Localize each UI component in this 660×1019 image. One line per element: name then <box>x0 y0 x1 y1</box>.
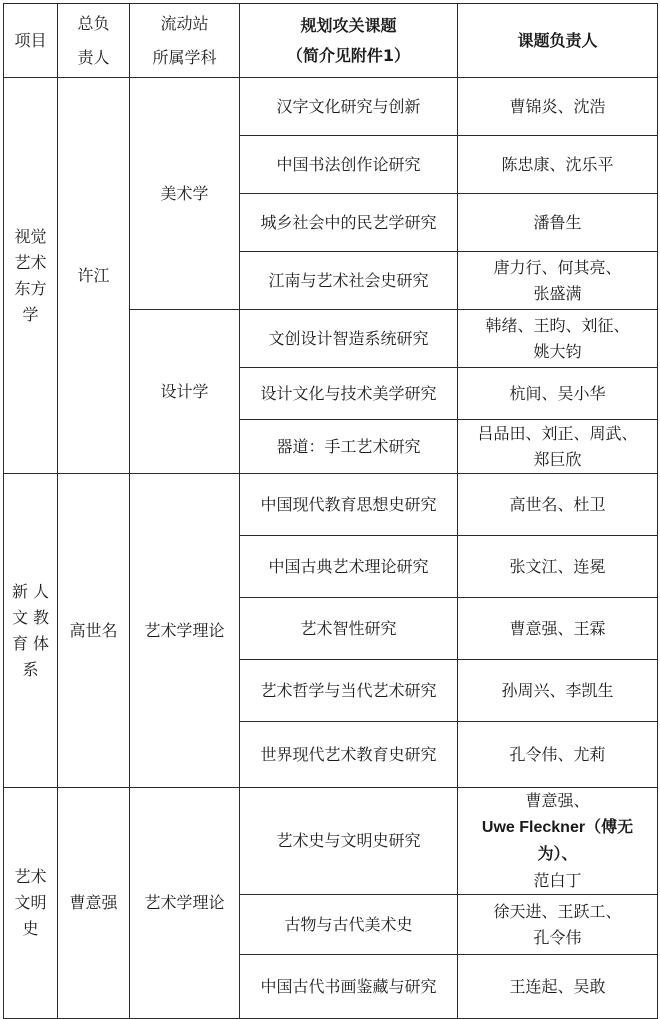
header-topic-leaders: 课题负责人 <box>458 4 658 78</box>
topic-leaders: 曹锦炎、沈浩 <box>458 78 658 136</box>
topic-title: 设计文化与技术美学研究 <box>240 368 458 420</box>
topic-leaders: 曹意强、王霖 <box>458 598 658 660</box>
leader-cell: 许江 <box>58 78 130 474</box>
topic-title: 中国现代教育思想史研究 <box>240 474 458 536</box>
header-row <box>4 4 658 78</box>
topic-leaders: 孔令伟、尤莉 <box>458 722 658 788</box>
discipline-cell: 设计学 <box>130 310 240 474</box>
topic-leaders: 陈忠康、沈乐平 <box>458 136 658 194</box>
topic-leaders: 孙周兴、李凯生 <box>458 660 658 722</box>
topic-leaders: 吕品田、刘正、周武、 郑巨欣 <box>458 420 658 474</box>
topic-title: 江南与艺术社会史研究 <box>240 252 458 310</box>
table-row <box>4 788 658 895</box>
topic-title: 中国古典艺术理论研究 <box>240 536 458 598</box>
discipline-cell: 美术学 <box>130 78 240 310</box>
topic-title: 文创设计智造系统研究 <box>240 310 458 368</box>
topic-title: 艺术智性研究 <box>240 598 458 660</box>
topic-leaders: 王连起、吴敢 <box>458 955 658 1019</box>
project-cell: 视觉 艺术 东方 学 <box>4 78 58 474</box>
topic-title: 中国古代书画鉴藏与研究 <box>240 955 458 1019</box>
research-topics-table <box>3 3 658 1019</box>
topic-title: 世界现代艺术教育史研究 <box>240 722 458 788</box>
header-topics: 规划攻关课题 （简介见附件1） <box>240 4 458 78</box>
project-cell: 艺术 文明 史 <box>4 788 58 1019</box>
topic-leaders: 张文江、连冕 <box>458 536 658 598</box>
topic-title: 古物与古代美术史 <box>240 895 458 955</box>
topic-leaders: 高世名、杜卫 <box>458 474 658 536</box>
topic-leaders: 杭间、吴小华 <box>458 368 658 420</box>
table-row <box>4 474 658 536</box>
header-station: 流动站 所属学科 <box>130 4 240 78</box>
topic-leaders: 唐力行、何其亮、 张盛满 <box>458 252 658 310</box>
topic-title: 器道：手工艺术研究 <box>240 420 458 474</box>
topic-leaders: 潘鲁生 <box>458 194 658 252</box>
topic-leaders: 韩绪、王昀、刘征、 姚大钧 <box>458 310 658 368</box>
table-row <box>4 78 658 136</box>
topic-title: 中国书法创作论研究 <box>240 136 458 194</box>
header-leader: 总负 责人 <box>58 4 130 78</box>
leader-cell: 曹意强 <box>58 788 130 1019</box>
discipline-cell: 艺术学理论 <box>130 788 240 1019</box>
project-cell: 新 人 文 教 育 体 系 <box>4 474 58 788</box>
topic-title: 艺术哲学与当代艺术研究 <box>240 660 458 722</box>
topic-title: 城乡社会中的民艺学研究 <box>240 194 458 252</box>
topic-leaders: 曹意强、 Uwe Fleckner（傅无为）、 范白丁 <box>458 788 658 895</box>
discipline-cell: 艺术学理论 <box>130 474 240 788</box>
header-project: 项目 <box>4 4 58 78</box>
topic-title: 艺术史与文明史研究 <box>240 788 458 895</box>
leader-cell: 高世名 <box>58 474 130 788</box>
topic-leaders: 徐天进、王跃工、 孔令伟 <box>458 895 658 955</box>
topic-title: 汉字文化研究与创新 <box>240 78 458 136</box>
